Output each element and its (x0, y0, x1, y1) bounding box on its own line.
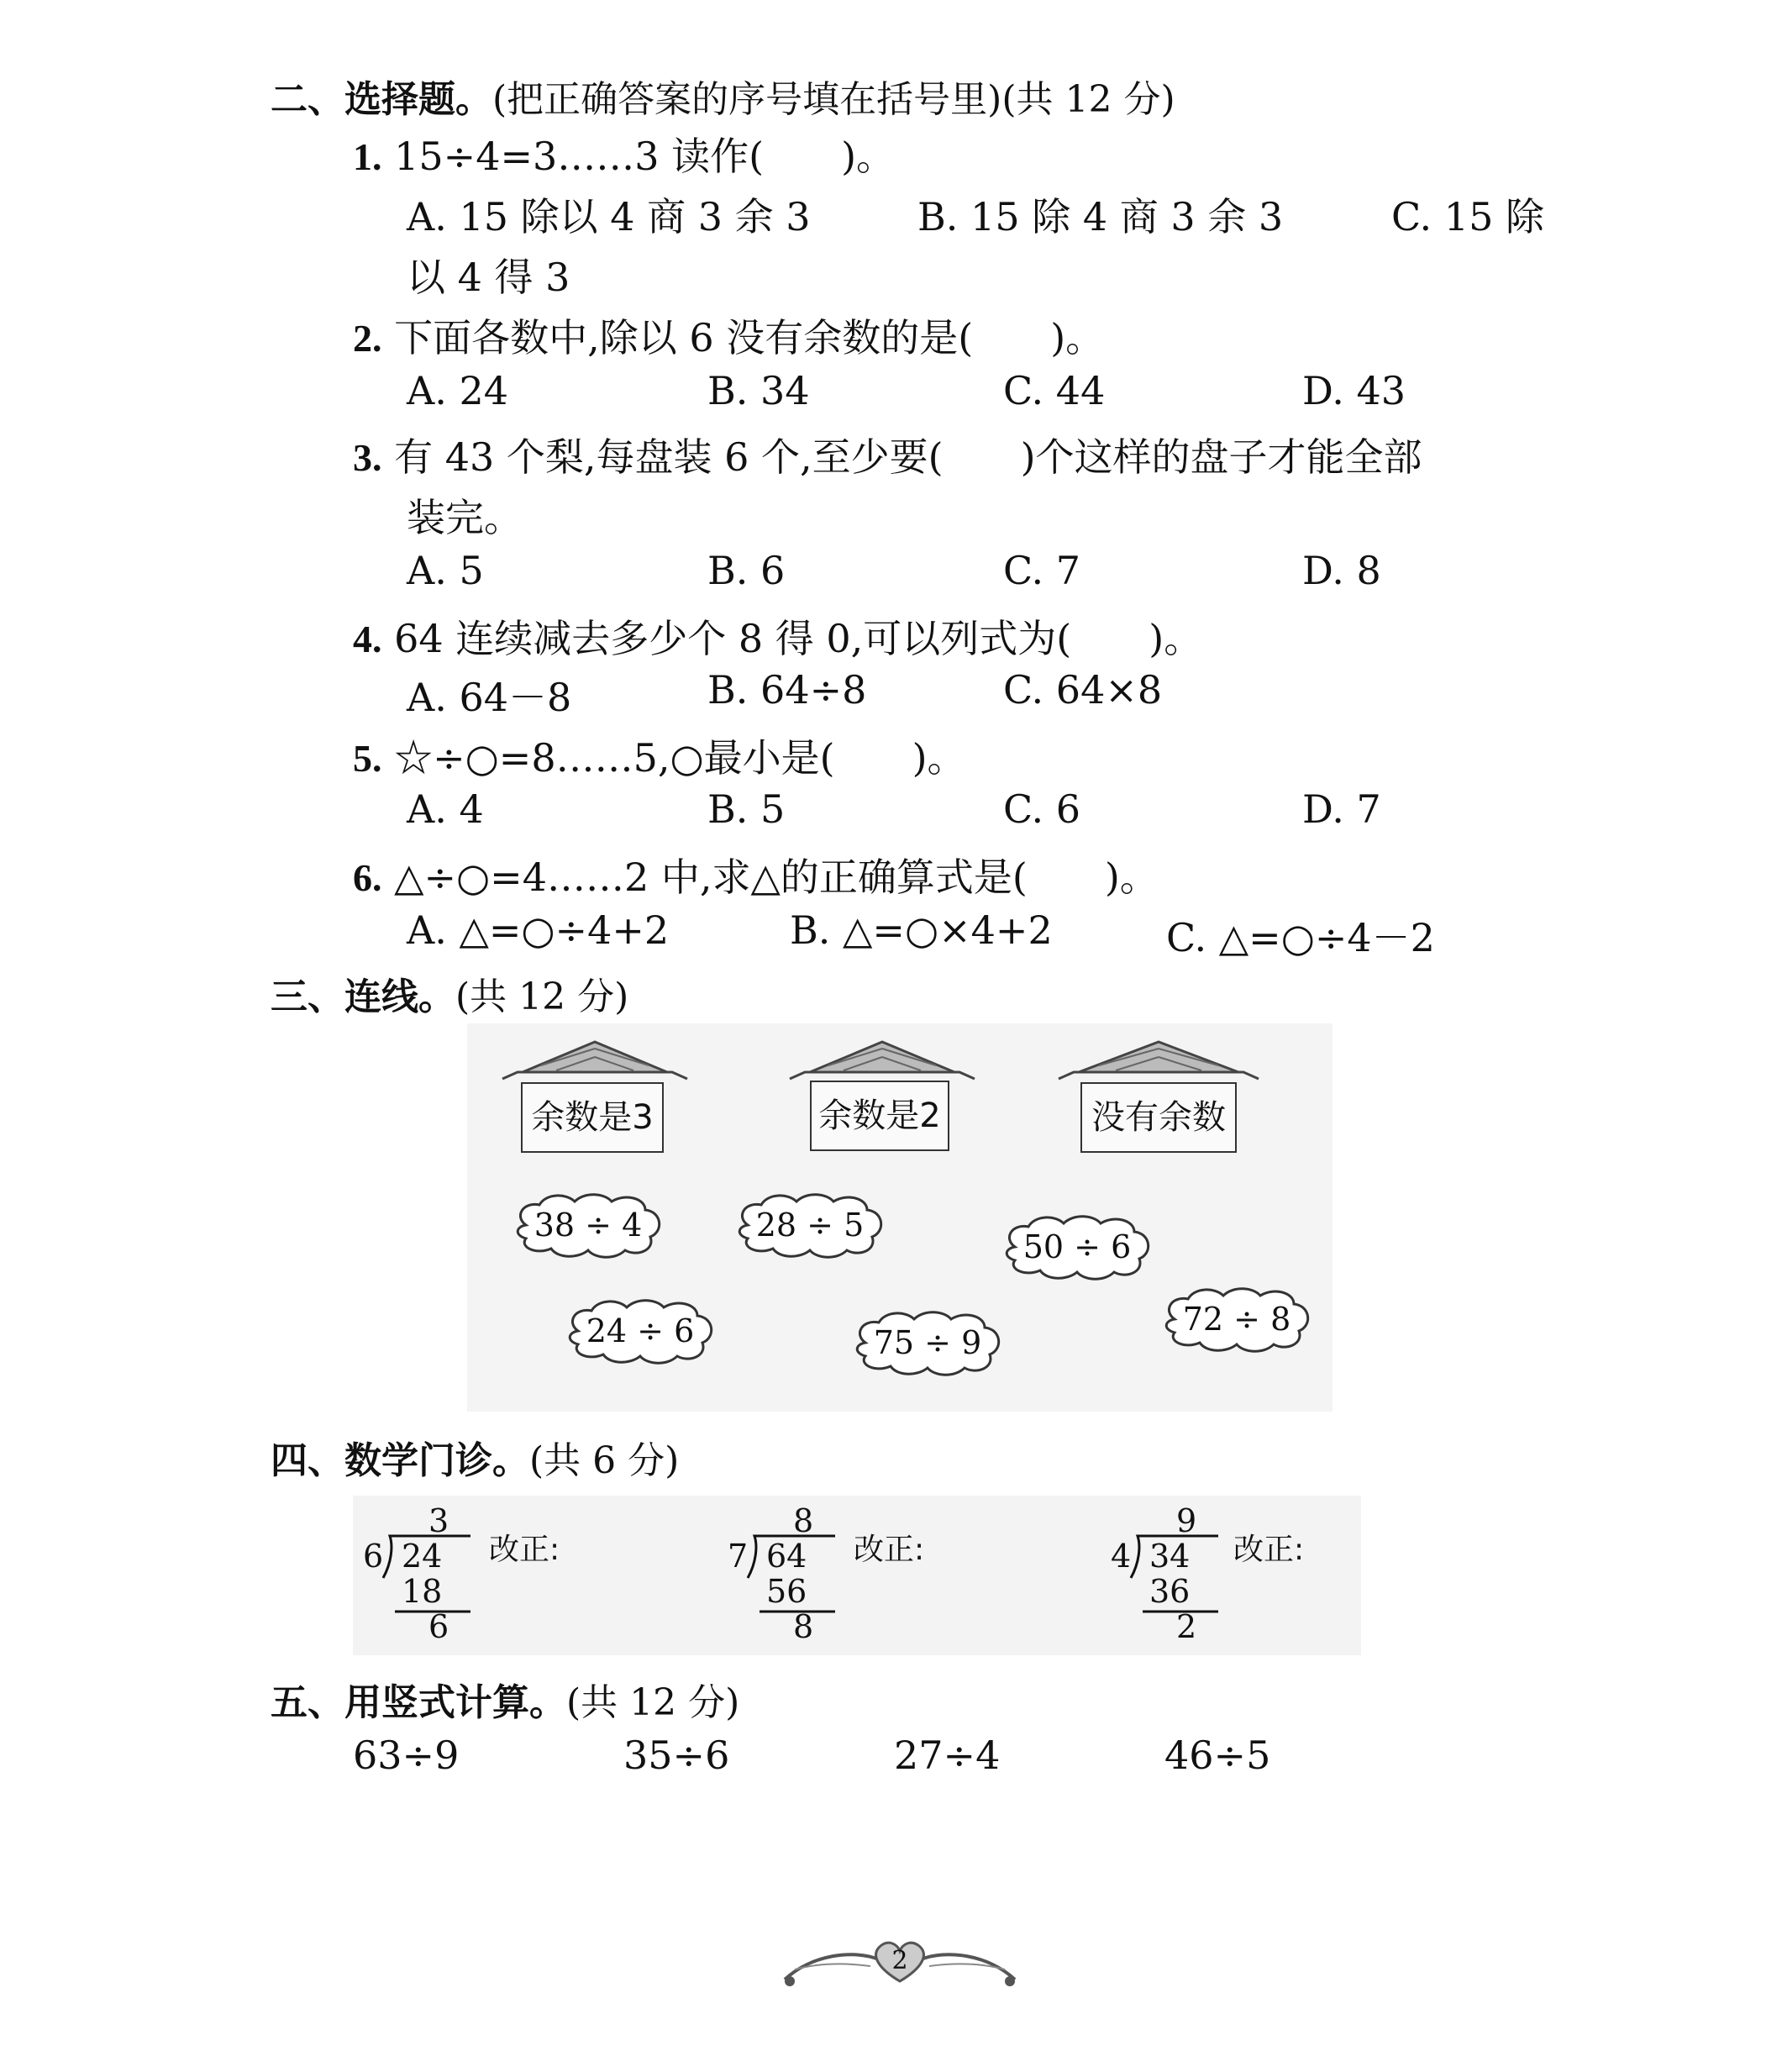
cloud-label: 24 ÷ 6 (586, 1312, 695, 1349)
question-2-text: 下面各数中,除以 6 没有余数的是( )。 (394, 315, 1105, 360)
q5-option-d: D. 7 (1302, 786, 1381, 832)
section2-title: 二、选择题。 (271, 78, 492, 121)
section4-note: (共 6 分) (529, 1439, 680, 1482)
page-number-ornament (778, 1929, 1022, 1991)
question-4-number: 4. (353, 618, 382, 660)
question-1-number: 1. (353, 135, 382, 178)
question-3-text-cont: 装完。 (407, 495, 523, 540)
matching-area (467, 1023, 1333, 1412)
q3-option-a: A. 5 (407, 548, 484, 593)
q4-option-b: B. 64÷8 (707, 667, 867, 713)
q3-option-d: D. 8 (1302, 548, 1381, 593)
cloud-label: 50 ÷ 6 (1022, 1228, 1132, 1265)
product: 56 (766, 1573, 807, 1610)
dividend: 24 (402, 1538, 443, 1575)
dividend: 64 (766, 1538, 807, 1575)
question-3-text: 有 43 个梨,每盘装 6 个,至少要( )个这样的盘子才能全部 (394, 434, 1422, 480)
cloud-72-div-8[interactable] (1159, 1286, 1314, 1353)
divisor: 6 (363, 1538, 384, 1575)
q5-option-c: C. 6 (1003, 786, 1081, 832)
question-6-text: △÷○=4……2 中,求△的正确算式是( )。 (394, 855, 1159, 900)
section3-title: 三、连线。 (271, 976, 455, 1018)
cloud-28-div-5[interactable] (733, 1191, 887, 1259)
quotient: 8 (793, 1502, 814, 1539)
section5-heading (271, 1672, 739, 1726)
section5-note: (共 12 分) (566, 1681, 740, 1724)
sign-no-remainder[interactable]: 没有余数 (1080, 1082, 1237, 1153)
q4-option-c: C. 64×8 (1003, 667, 1163, 713)
q2-option-b: B. 34 (707, 368, 810, 413)
q3-option-b: B. 6 (707, 548, 786, 593)
q4-option-a: A. 64－8 (407, 675, 572, 720)
question-1-text: 15÷4=3……3 读作( )。 (394, 134, 896, 179)
diagnosis-area (353, 1496, 1361, 1655)
q1-option-a: A. 15 除以 4 商 3 余 3 (407, 194, 811, 239)
question-1 (353, 126, 895, 181)
remainder: 2 (1176, 1608, 1197, 1645)
question-6 (353, 847, 1159, 902)
q3-option-c: C. 7 (1003, 548, 1081, 593)
cloud-label: 28 ÷ 5 (755, 1207, 865, 1244)
product: 18 (402, 1573, 443, 1610)
q1-option-b: B. 15 除 4 商 3 余 3 (917, 194, 1284, 239)
q2-option-d: D. 43 (1302, 368, 1406, 413)
cloud-50-div-6[interactable] (1000, 1213, 1154, 1281)
q5-option-b: B. 5 (707, 786, 786, 832)
question-6-number: 6. (353, 856, 382, 899)
calc-problem-3: 27÷4 (894, 1733, 1001, 1778)
q6-option-b: B. △=○×4+2 (790, 907, 1053, 953)
cloud-label: 72 ÷ 8 (1182, 1301, 1291, 1338)
divisor: 4 (1111, 1538, 1132, 1575)
question-4 (353, 608, 1202, 664)
question-5-text: ☆÷○=8……5,○最小是( )。 (394, 735, 966, 781)
q2-option-c: C. 44 (1003, 368, 1106, 413)
fix-label: 改正: (1233, 1533, 1305, 1567)
section5-title: 五、用竖式计算。 (271, 1681, 566, 1724)
question-5-number: 5. (353, 737, 382, 780)
remainder: 8 (793, 1608, 814, 1645)
quotient: 3 (428, 1502, 449, 1539)
cloud-label: 38 ÷ 4 (534, 1207, 643, 1244)
section3-note: (共 12 分) (455, 976, 629, 1018)
calc-problem-4: 46÷5 (1164, 1733, 1271, 1778)
cloud-38-div-4[interactable] (511, 1191, 665, 1259)
section4-title: 四、数学门诊。 (271, 1439, 529, 1482)
q5-option-a: A. 4 (407, 786, 484, 832)
question-2 (353, 308, 1104, 363)
question-3-number: 3. (353, 436, 382, 479)
q6-option-c: C. △=○÷4－2 (1166, 915, 1435, 960)
question-2-number: 2. (353, 317, 382, 360)
product: 36 (1149, 1573, 1191, 1610)
page-number: 2 (891, 1946, 908, 1975)
sign-remainder-3[interactable]: 余数是3 (521, 1082, 664, 1153)
divisor: 7 (728, 1538, 749, 1575)
dividend: 34 (1149, 1538, 1191, 1575)
quotient: 9 (1176, 1502, 1197, 1539)
q2-option-a: A. 24 (407, 368, 508, 413)
calc-problem-2: 35÷6 (623, 1733, 730, 1778)
fix-label: 改正: (489, 1533, 560, 1567)
cloud-24-div-6[interactable] (563, 1297, 718, 1365)
q6-option-a: A. △=○÷4+2 (407, 907, 670, 953)
question-4-text: 64 连续减去多少个 8 得 0,可以列式为( )。 (394, 616, 1203, 661)
roof-icon (497, 1037, 692, 1089)
section3-heading (271, 966, 628, 1020)
calc-problem-1: 63÷9 (353, 1733, 460, 1778)
roof-icon (1054, 1037, 1264, 1089)
q1-option-c-cont: 以 4 得 3 (407, 255, 570, 300)
cloud-label: 75 ÷ 9 (873, 1324, 982, 1361)
question-3 (353, 427, 1422, 482)
remainder: 6 (428, 1608, 449, 1645)
section2-note: (把正确答案的序号填在括号里)(共 12 分) (492, 78, 1175, 121)
q1-option-c: C. 15 除 (1391, 194, 1544, 239)
section2-heading (271, 69, 1175, 123)
cloud-75-div-9[interactable] (850, 1309, 1005, 1376)
section4-heading (271, 1430, 679, 1484)
sign-remainder-2[interactable]: 余数是2 (810, 1081, 949, 1151)
question-5 (353, 728, 966, 783)
fix-label: 改正: (854, 1533, 925, 1567)
